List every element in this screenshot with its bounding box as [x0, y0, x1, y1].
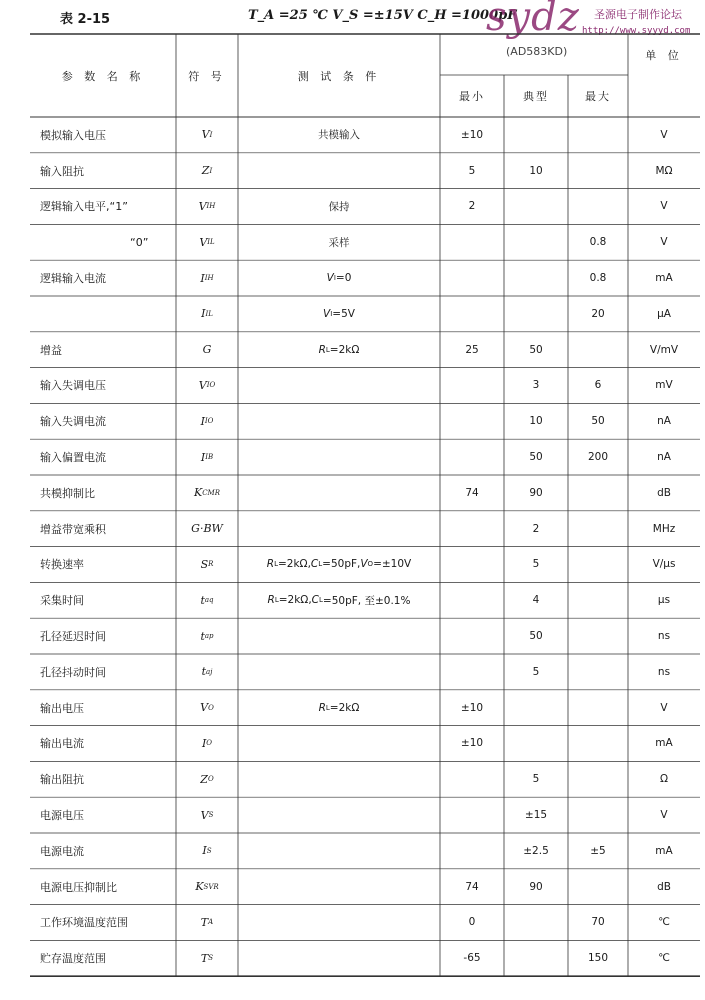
- symbol-subscript: IH: [206, 202, 216, 211]
- value-min: [440, 797, 504, 833]
- test-condition: [238, 618, 440, 654]
- symbol: [176, 296, 238, 332]
- symbol-main: V: [199, 235, 208, 249]
- symbol-main: T: [200, 951, 209, 965]
- symbol: [176, 332, 238, 368]
- value-max: 20: [591, 307, 605, 320]
- param-name: [30, 296, 186, 332]
- value-min: 74: [465, 880, 479, 893]
- symbol-subscript: IO: [206, 381, 216, 390]
- test-condition: [238, 403, 440, 439]
- param-name: 逻辑输入电平,“1”: [40, 200, 128, 214]
- watermark-logo: sydz: [486, 0, 580, 40]
- param-name: 输入偏置电流: [40, 451, 106, 465]
- value-typ: 50: [529, 451, 543, 464]
- param-name: 工作环境温度范围: [40, 916, 128, 930]
- value-min: ±10: [460, 737, 484, 750]
- value-min: ±10: [460, 128, 484, 141]
- symbol-subscript: O: [208, 703, 214, 712]
- test-condition: V I =5V: [323, 307, 355, 320]
- symbol: [176, 690, 238, 726]
- unit: ℃: [658, 952, 670, 965]
- value-max: [568, 690, 628, 726]
- symbol: [176, 439, 238, 475]
- value-typ: 50: [529, 630, 543, 643]
- symbol: [176, 189, 238, 225]
- value-max: 0.8: [589, 236, 607, 249]
- symbol-main: V: [200, 808, 209, 822]
- value-max: 0.8: [589, 272, 607, 285]
- col-header-unit: 单 位: [645, 48, 683, 62]
- symbol-subscript: O: [206, 739, 213, 748]
- symbol-main: K: [195, 880, 204, 894]
- symbol-main: V: [198, 199, 207, 213]
- value-max: [568, 869, 628, 905]
- value-min: [440, 260, 504, 296]
- test-condition: [238, 797, 440, 833]
- unit: mA: [655, 844, 673, 857]
- test-condition: 保持: [328, 200, 350, 213]
- unit: V: [660, 200, 668, 213]
- symbol: [176, 618, 238, 654]
- value-max: 150: [587, 952, 609, 965]
- test-condition: R L =2kΩ, C L =50pF, V O =±10V: [266, 558, 412, 571]
- unit: MHz: [652, 522, 676, 535]
- param-name: 电源电流: [40, 844, 84, 858]
- symbol-main: Z: [201, 164, 210, 178]
- symbol-main: G: [202, 343, 212, 357]
- value-min: 25: [465, 343, 479, 356]
- value-typ: 90: [529, 486, 543, 499]
- unit: mA: [655, 737, 673, 750]
- test-condition: R L =2kΩ: [318, 701, 360, 714]
- value-min: 74: [465, 486, 479, 499]
- col-header-typ: 典型: [523, 90, 549, 103]
- value-typ: 4: [532, 594, 540, 607]
- col-header-condition: 测 试 条 件: [297, 69, 381, 83]
- symbol-main: K: [193, 486, 203, 500]
- symbol-main: t: [201, 665, 207, 679]
- test-condition: [238, 368, 440, 404]
- value-max: [568, 547, 628, 583]
- value-max: [568, 511, 628, 547]
- unit: mA: [655, 272, 673, 285]
- symbol-main: T: [200, 915, 209, 929]
- param-name: 采集时间: [40, 594, 84, 608]
- param-name: 电源电压抑制比: [40, 880, 117, 894]
- value-min: 0: [468, 916, 476, 929]
- value-max: 6: [594, 379, 602, 392]
- value-typ: ±2.5: [523, 844, 549, 857]
- value-typ: [504, 189, 568, 225]
- param-name: 输出电压: [40, 701, 84, 715]
- unit: Ω: [659, 773, 669, 786]
- watermark-site-name: 圣源电子制作论坛: [594, 8, 682, 21]
- value-typ: [504, 726, 568, 762]
- symbol: [176, 761, 238, 797]
- symbol: [176, 511, 238, 547]
- symbol: [176, 582, 238, 618]
- symbol-main: V: [198, 378, 207, 392]
- unit: V: [660, 809, 668, 822]
- value-min: 5: [468, 164, 476, 177]
- symbol-subscript: CMR: [202, 488, 220, 497]
- param-name: 输入阻抗: [40, 164, 84, 178]
- test-conditions: T_A =25 ℃ V_S =±15V C_H =1000pF: [248, 8, 517, 23]
- value-max: [568, 117, 628, 153]
- symbol: [176, 726, 238, 762]
- symbol: [176, 475, 238, 511]
- value-typ: 5: [532, 665, 540, 678]
- value-min: [440, 582, 504, 618]
- symbol-subscript: S: [208, 811, 214, 820]
- symbol-subscript: O: [207, 775, 214, 784]
- param-name: 电源电压: [40, 809, 84, 823]
- value-min: [440, 368, 504, 404]
- symbol: [176, 797, 238, 833]
- param-name: 共模抑制比: [40, 486, 95, 500]
- value-typ: 50: [529, 343, 543, 356]
- symbol: [176, 869, 238, 905]
- value-max: [568, 475, 628, 511]
- symbol-subscript: ap: [204, 632, 214, 641]
- test-condition: [238, 761, 440, 797]
- value-max: [568, 153, 628, 189]
- value-max: [568, 726, 628, 762]
- param-name: 逻辑输入电流: [40, 272, 106, 286]
- unit: mV: [655, 379, 673, 392]
- value-max: 70: [591, 916, 605, 929]
- symbol-subscript: aq: [204, 596, 214, 605]
- unit: V: [660, 128, 668, 141]
- value-min: ±10: [460, 701, 484, 714]
- value-min: [440, 224, 504, 260]
- symbol-main: Z: [200, 772, 208, 786]
- symbol: [176, 153, 238, 189]
- value-max: ±5: [590, 844, 606, 857]
- value-typ: 10: [529, 164, 543, 177]
- value-typ: [504, 260, 568, 296]
- value-min: [440, 547, 504, 583]
- symbol: [176, 368, 238, 404]
- test-condition: 共模输入: [318, 129, 360, 142]
- symbol-main: I: [201, 307, 206, 321]
- symbol: [176, 833, 238, 869]
- symbol: [176, 654, 238, 690]
- symbol-main: G·BW: [191, 522, 223, 536]
- value-min: [440, 833, 504, 869]
- unit: ℃: [658, 916, 670, 929]
- value-min: [440, 403, 504, 439]
- value-max: [568, 618, 628, 654]
- value-min: [440, 654, 504, 690]
- value-max: [568, 189, 628, 225]
- value-min: [440, 439, 504, 475]
- value-min: [440, 296, 504, 332]
- unit: V: [660, 236, 668, 249]
- unit: ns: [657, 665, 671, 678]
- symbol-main: t: [200, 593, 205, 607]
- unit: nA: [657, 415, 671, 428]
- test-condition: [238, 905, 440, 941]
- symbol: [176, 940, 238, 976]
- symbol-main: I: [201, 736, 207, 750]
- part-number: (AD583KD): [506, 45, 568, 58]
- param-name: 输出电流: [40, 737, 84, 751]
- value-typ: 2: [532, 522, 540, 535]
- param-name: “0”: [130, 235, 149, 249]
- test-condition: 采样: [328, 236, 350, 249]
- value-typ: [504, 224, 568, 260]
- test-condition: [238, 475, 440, 511]
- symbol-subscript: IL: [207, 238, 215, 247]
- symbol-main: I: [200, 414, 205, 428]
- test-condition: [238, 833, 440, 869]
- value-typ: [504, 690, 568, 726]
- value-typ: [504, 296, 568, 332]
- unit: μs: [657, 594, 671, 607]
- col-header-max: 最大: [585, 90, 611, 103]
- test-condition: [238, 869, 440, 905]
- test-condition: R L =2kΩ: [318, 343, 360, 356]
- symbol-subscript: IH: [204, 274, 214, 283]
- value-typ: [504, 117, 568, 153]
- symbol-subscript: SVR: [203, 882, 219, 891]
- unit: V/μs: [652, 558, 676, 571]
- param-name: 贮存温度范围: [40, 952, 106, 966]
- value-max: [568, 797, 628, 833]
- test-condition: [238, 511, 440, 547]
- value-max: [568, 332, 628, 368]
- test-condition: [238, 654, 440, 690]
- value-max: 50: [591, 415, 605, 428]
- symbol-main: t: [200, 629, 205, 643]
- param-name: 增益: [40, 343, 62, 357]
- unit: MΩ: [655, 164, 673, 177]
- value-max: [568, 761, 628, 797]
- col-header-min: 最小: [459, 90, 485, 103]
- unit: ns: [657, 630, 671, 643]
- test-condition: [238, 726, 440, 762]
- param-name: 输出阻抗: [40, 773, 84, 787]
- value-typ: [504, 905, 568, 941]
- table-label: 表 2-15: [60, 12, 111, 27]
- param-name: 输入失调电流: [40, 415, 106, 429]
- symbol: [176, 547, 238, 583]
- symbol-subscript: S: [208, 954, 214, 963]
- unit: nA: [657, 451, 671, 464]
- symbol-subscript: I: [209, 166, 213, 175]
- symbol-subscript: IO: [204, 417, 214, 426]
- value-typ: 5: [532, 773, 540, 786]
- col-header-symbol: 符 号: [188, 69, 226, 83]
- value-max: [568, 654, 628, 690]
- symbol-main: S: [200, 557, 209, 571]
- test-condition: V I =0: [326, 272, 352, 285]
- value-typ: [504, 940, 568, 976]
- param-name: 模拟输入电压: [40, 128, 106, 142]
- watermark-url: http://www.syyyd.com: [582, 26, 691, 36]
- value-typ: ±15: [524, 809, 548, 822]
- value-min: -65: [463, 952, 481, 965]
- param-name: 输入失调电压: [40, 379, 106, 393]
- symbol-subscript: I: [209, 130, 213, 139]
- param-name: 孔径延迟时间: [40, 630, 106, 644]
- symbol-subscript: R: [208, 560, 214, 569]
- test-condition: [238, 153, 440, 189]
- symbol-subscript: IB: [205, 453, 214, 462]
- value-typ: 5: [532, 558, 540, 571]
- unit: V/mV: [649, 343, 679, 356]
- symbol: [176, 403, 238, 439]
- value-typ: 3: [532, 379, 540, 392]
- symbol: [176, 117, 238, 153]
- value-typ: 10: [529, 415, 543, 428]
- param-name: 孔径抖动时间: [40, 665, 106, 679]
- unit: μA: [657, 307, 671, 320]
- symbol-main: V: [200, 701, 209, 715]
- test-condition: [238, 940, 440, 976]
- param-name: 增益带宽乘积: [40, 522, 106, 536]
- symbol-subscript: aj: [206, 667, 213, 676]
- param-name: 转换速率: [40, 558, 84, 572]
- symbol-subscript: IL: [205, 309, 213, 318]
- value-min: [440, 618, 504, 654]
- symbol-main: I: [202, 844, 207, 858]
- symbol: [176, 224, 238, 260]
- symbol-main: I: [200, 450, 206, 464]
- test-condition: [238, 439, 440, 475]
- value-min: [440, 761, 504, 797]
- symbol-subscript: A: [208, 918, 214, 927]
- value-typ: 90: [529, 880, 543, 893]
- value-min: 2: [468, 200, 476, 213]
- symbol-subscript: S: [206, 846, 212, 855]
- symbol: [176, 905, 238, 941]
- unit: dB: [657, 880, 671, 893]
- unit: V: [660, 701, 668, 714]
- symbol-main: I: [200, 271, 205, 285]
- col-header-param: 参 数 名 称: [61, 69, 145, 83]
- value-min: [440, 511, 504, 547]
- symbol-main: V: [201, 128, 210, 142]
- value-max: 200: [587, 451, 609, 464]
- unit: dB: [657, 486, 671, 499]
- test-condition: R L =2kΩ, C L =50pF, 至±0.1%: [267, 594, 411, 607]
- value-max: [568, 582, 628, 618]
- symbol: [176, 260, 238, 296]
